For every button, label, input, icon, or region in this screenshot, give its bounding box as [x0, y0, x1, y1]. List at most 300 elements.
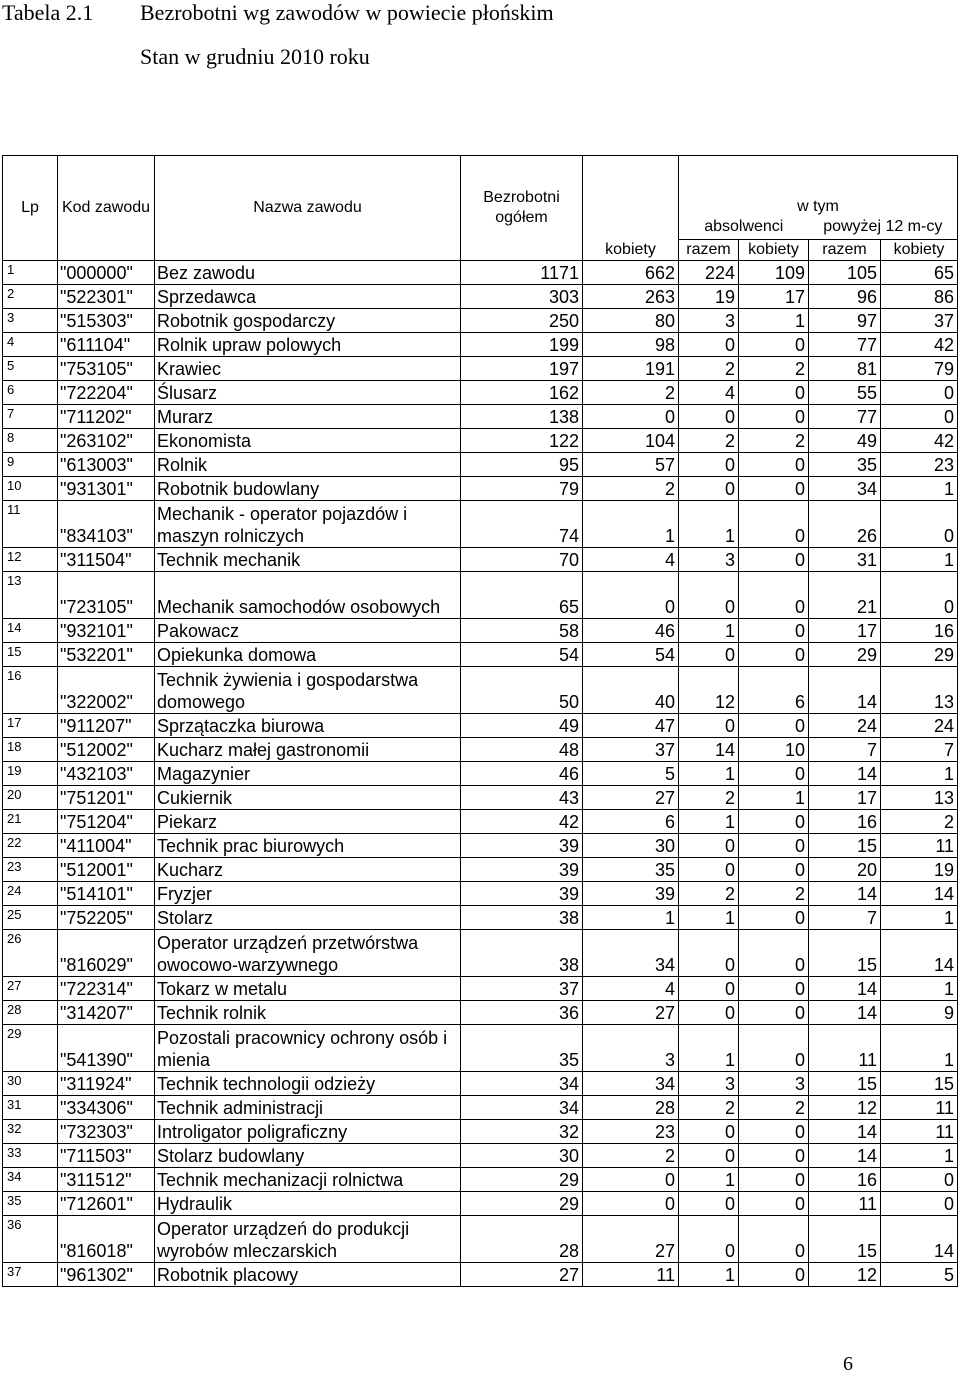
cell-lp: 17 [3, 714, 58, 738]
cell-lp: 12 [3, 548, 58, 572]
cell-abs-kobiety: 0 [739, 1263, 809, 1287]
table-row [3, 572, 958, 619]
table-row [3, 1025, 958, 1072]
cell-ogolem: 38 [461, 906, 583, 930]
header-kod: Kod zawodu [58, 156, 155, 261]
cell-nazwa: Technik rolnik [155, 1001, 461, 1025]
table-row [3, 453, 958, 477]
header-pow-razem: razem [809, 240, 881, 261]
cell-ogolem: 74 [461, 501, 583, 548]
cell-nazwa: Technik technologii odzieży [155, 1072, 461, 1096]
cell-abs-razem: 0 [679, 1001, 739, 1025]
table-row [3, 810, 958, 834]
header-row [3, 156, 958, 240]
cell-abs-razem: 0 [679, 1216, 739, 1263]
cell-ogolem: 46 [461, 762, 583, 786]
cell-kod: "613003" [58, 453, 155, 477]
cell-lp: 23 [3, 858, 58, 882]
cell-kobiety: 80 [583, 309, 679, 333]
cell-pow-kobiety: 0 [881, 1168, 958, 1192]
cell-pow-kobiety: 11 [881, 834, 958, 858]
cell-lp: 13 [3, 572, 58, 619]
cell-ogolem: 29 [461, 1168, 583, 1192]
cell-pow-kobiety: 29 [881, 643, 958, 667]
cell-nazwa: Pakowacz [155, 619, 461, 643]
cell-kobiety: 39 [583, 882, 679, 906]
cell-pow-kobiety: 14 [881, 930, 958, 977]
page-title: Bezrobotni wg zawodów w powiecie płońskim [140, 0, 554, 25]
cell-kod: "753105" [58, 357, 155, 381]
cell-nazwa: Rolnik upraw polowych [155, 333, 461, 357]
table-row [3, 930, 958, 977]
cell-pow-kobiety: 11 [881, 1096, 958, 1120]
header-abs-razem: razem [679, 240, 739, 261]
cell-pow-kobiety: 19 [881, 858, 958, 882]
cell-abs-kobiety: 1 [739, 309, 809, 333]
cell-lp: 4 [3, 333, 58, 357]
cell-kobiety: 34 [583, 930, 679, 977]
cell-kod: "263102" [58, 429, 155, 453]
cell-pow-razem: 49 [809, 429, 881, 453]
cell-pow-kobiety: 9 [881, 1001, 958, 1025]
cell-lp: 15 [3, 643, 58, 667]
cell-pow-kobiety: 1 [881, 477, 958, 501]
cell-pow-razem: 17 [809, 619, 881, 643]
cell-kod: "816029" [58, 930, 155, 977]
cell-pow-razem: 15 [809, 1072, 881, 1096]
cell-abs-razem: 4 [679, 381, 739, 405]
table-row [3, 1216, 958, 1263]
cell-kobiety: 5 [583, 762, 679, 786]
cell-abs-razem: 0 [679, 1144, 739, 1168]
header-absolwenci: absolwenci [704, 218, 784, 235]
cell-abs-razem: 2 [679, 1096, 739, 1120]
cell-pow-kobiety: 0 [881, 381, 958, 405]
cell-pow-razem: 20 [809, 858, 881, 882]
cell-pow-kobiety: 1 [881, 548, 958, 572]
cell-ogolem: 42 [461, 810, 583, 834]
cell-kobiety: 23 [583, 1120, 679, 1144]
cell-pow-razem: 77 [809, 333, 881, 357]
cell-abs-razem: 2 [679, 882, 739, 906]
cell-nazwa: Rolnik [155, 453, 461, 477]
cell-ogolem: 1171 [461, 261, 583, 285]
cell-lp: 10 [3, 477, 58, 501]
table-label-title [2, 0, 554, 26]
cell-kobiety: 37 [583, 738, 679, 762]
cell-pow-kobiety: 14 [881, 882, 958, 906]
cell-kod: "932101" [58, 619, 155, 643]
header-bezrobotni: Bezrobotni ogółem [461, 156, 583, 261]
cell-abs-kobiety: 109 [739, 261, 809, 285]
cell-abs-razem: 3 [679, 1072, 739, 1096]
cell-pow-kobiety: 13 [881, 667, 958, 714]
cell-kobiety: 40 [583, 667, 679, 714]
cell-pow-razem: 26 [809, 501, 881, 548]
cell-kod: "512002" [58, 738, 155, 762]
cell-kod: "000000" [58, 261, 155, 285]
header-kobiety: kobiety [583, 156, 679, 261]
table-row [3, 738, 958, 762]
cell-ogolem: 58 [461, 619, 583, 643]
cell-abs-razem: 1 [679, 762, 739, 786]
cell-lp: 1 [3, 261, 58, 285]
cell-kobiety: 2 [583, 381, 679, 405]
cell-abs-kobiety: 0 [739, 906, 809, 930]
cell-pow-kobiety: 0 [881, 405, 958, 429]
table-row [3, 977, 958, 1001]
cell-abs-kobiety: 0 [739, 333, 809, 357]
cell-pow-razem: 29 [809, 643, 881, 667]
table-row [3, 285, 958, 309]
cell-lp: 20 [3, 786, 58, 810]
cell-abs-kobiety: 0 [739, 381, 809, 405]
cell-ogolem: 197 [461, 357, 583, 381]
table-row [3, 643, 958, 667]
cell-pow-razem: 16 [809, 1168, 881, 1192]
cell-abs-kobiety: 2 [739, 882, 809, 906]
table-row [3, 1072, 958, 1096]
cell-pow-kobiety: 0 [881, 572, 958, 619]
cell-ogolem: 39 [461, 882, 583, 906]
cell-ogolem: 138 [461, 405, 583, 429]
cell-kod: "834103" [58, 501, 155, 548]
cell-abs-razem: 0 [679, 643, 739, 667]
cell-lp: 34 [3, 1168, 58, 1192]
cell-abs-razem: 0 [679, 977, 739, 1001]
cell-lp: 29 [3, 1025, 58, 1072]
table-row [3, 1192, 958, 1216]
table-row [3, 714, 958, 738]
cell-abs-razem: 0 [679, 405, 739, 429]
cell-lp: 37 [3, 1263, 58, 1287]
cell-nazwa: Robotnik gospodarczy [155, 309, 461, 333]
table-row [3, 333, 958, 357]
table-row [3, 762, 958, 786]
cell-abs-kobiety: 0 [739, 619, 809, 643]
cell-kobiety: 6 [583, 810, 679, 834]
cell-abs-razem: 0 [679, 572, 739, 619]
cell-ogolem: 27 [461, 1263, 583, 1287]
cell-kod: "751201" [58, 786, 155, 810]
cell-nazwa: Krawiec [155, 357, 461, 381]
cell-abs-kobiety: 0 [739, 477, 809, 501]
cell-abs-kobiety: 2 [739, 357, 809, 381]
cell-kobiety: 57 [583, 453, 679, 477]
table-row [3, 667, 958, 714]
cell-pow-razem: 14 [809, 762, 881, 786]
table-row [3, 477, 958, 501]
cell-abs-kobiety: 0 [739, 1120, 809, 1144]
cell-abs-razem: 0 [679, 930, 739, 977]
table-row [3, 834, 958, 858]
cell-abs-razem: 0 [679, 1120, 739, 1144]
cell-ogolem: 95 [461, 453, 583, 477]
cell-nazwa: Cukiernik [155, 786, 461, 810]
cell-abs-razem: 1 [679, 1168, 739, 1192]
table-row [3, 1144, 958, 1168]
cell-lp: 18 [3, 738, 58, 762]
cell-nazwa: Mechanik - operator pojazdów i maszyn rolniczych [155, 501, 461, 548]
cell-nazwa: Magazynier [155, 762, 461, 786]
cell-pow-kobiety: 16 [881, 619, 958, 643]
cell-kobiety: 47 [583, 714, 679, 738]
cell-nazwa: Ekonomista [155, 429, 461, 453]
cell-nazwa: Technik żywienia i gospodarstwa domowego [155, 667, 461, 714]
cell-kod: "314207" [58, 1001, 155, 1025]
cell-kobiety: 3 [583, 1025, 679, 1072]
cell-abs-kobiety: 0 [739, 1001, 809, 1025]
header-nazwa: Nazwa zawodu [155, 156, 461, 261]
cell-pow-razem: 81 [809, 357, 881, 381]
cell-kobiety: 662 [583, 261, 679, 285]
cell-lp: 7 [3, 405, 58, 429]
cell-kod: "541390" [58, 1025, 155, 1072]
cell-lp: 22 [3, 834, 58, 858]
cell-ogolem: 29 [461, 1192, 583, 1216]
cell-abs-kobiety: 0 [739, 453, 809, 477]
cell-nazwa: Mechanik samochodów osobowych [155, 572, 461, 619]
cell-lp: 35 [3, 1192, 58, 1216]
cell-ogolem: 49 [461, 714, 583, 738]
cell-abs-kobiety: 0 [739, 762, 809, 786]
cell-lp: 11 [3, 501, 58, 548]
cell-pow-razem: 12 [809, 1096, 881, 1120]
cell-nazwa: Pozostali pracownicy ochrony osób i mienia [155, 1025, 461, 1072]
cell-ogolem: 65 [461, 572, 583, 619]
cell-ogolem: 50 [461, 667, 583, 714]
table-row [3, 619, 958, 643]
table-row [3, 405, 958, 429]
cell-abs-razem: 3 [679, 309, 739, 333]
cell-pow-razem: 35 [809, 453, 881, 477]
cell-pow-razem: 77 [809, 405, 881, 429]
table-row [3, 1096, 958, 1120]
cell-abs-kobiety: 2 [739, 1096, 809, 1120]
cell-pow-razem: 7 [809, 738, 881, 762]
cell-kod: "311512" [58, 1168, 155, 1192]
cell-nazwa: Opiekunka domowa [155, 643, 461, 667]
cell-kod: "732303" [58, 1120, 155, 1144]
cell-lp: 3 [3, 309, 58, 333]
cell-kod: "722204" [58, 381, 155, 405]
cell-lp: 14 [3, 619, 58, 643]
cell-ogolem: 28 [461, 1216, 583, 1263]
table-row [3, 309, 958, 333]
cell-kod: "911207" [58, 714, 155, 738]
cell-kod: "931301" [58, 477, 155, 501]
header-lp: Lp [3, 156, 58, 261]
cell-lp: 33 [3, 1144, 58, 1168]
cell-kod: "514101" [58, 882, 155, 906]
cell-kod: "751204" [58, 810, 155, 834]
cell-pow-razem: 16 [809, 810, 881, 834]
cell-abs-kobiety: 0 [739, 858, 809, 882]
cell-nazwa: Sprzątaczka biurowa [155, 714, 461, 738]
cell-abs-razem: 0 [679, 834, 739, 858]
cell-ogolem: 35 [461, 1025, 583, 1072]
cell-ogolem: 30 [461, 1144, 583, 1168]
cell-pow-razem: 11 [809, 1025, 881, 1072]
cell-kod: "515303" [58, 309, 155, 333]
table-row [3, 906, 958, 930]
cell-nazwa: Tokarz w metalu [155, 977, 461, 1001]
cell-pow-razem: 21 [809, 572, 881, 619]
cell-kobiety: 34 [583, 1072, 679, 1096]
cell-ogolem: 70 [461, 548, 583, 572]
cell-kobiety: 30 [583, 834, 679, 858]
table-row [3, 1120, 958, 1144]
cell-pow-kobiety: 1 [881, 762, 958, 786]
cell-lp: 26 [3, 930, 58, 977]
table-label: Tabela 2.1 [2, 0, 94, 25]
cell-pow-kobiety: 65 [881, 261, 958, 285]
cell-abs-kobiety: 6 [739, 667, 809, 714]
cell-pow-kobiety: 23 [881, 453, 958, 477]
cell-kod: "532201" [58, 643, 155, 667]
cell-nazwa: Operator urządzeń do produkcji wyrobów mleczarskich [155, 1216, 461, 1263]
cell-kobiety: 35 [583, 858, 679, 882]
cell-abs-kobiety: 0 [739, 834, 809, 858]
cell-lp: 8 [3, 429, 58, 453]
cell-kod: "512001" [58, 858, 155, 882]
cell-kobiety: 27 [583, 1001, 679, 1025]
cell-ogolem: 38 [461, 930, 583, 977]
cell-nazwa: Sprzedawca [155, 285, 461, 309]
cell-abs-razem: 14 [679, 738, 739, 762]
cell-pow-kobiety: 5 [881, 1263, 958, 1287]
cell-abs-razem: 0 [679, 858, 739, 882]
header-pow-kobiety: kobiety [881, 240, 958, 261]
cell-pow-kobiety: 2 [881, 810, 958, 834]
cell-abs-kobiety: 0 [739, 930, 809, 977]
table-row [3, 1001, 958, 1025]
cell-kod: "711202" [58, 405, 155, 429]
cell-pow-kobiety: 13 [881, 786, 958, 810]
cell-pow-razem: 14 [809, 1120, 881, 1144]
cell-ogolem: 162 [461, 381, 583, 405]
cell-abs-razem: 1 [679, 1263, 739, 1287]
cell-ogolem: 122 [461, 429, 583, 453]
page-number: 6 [843, 1353, 853, 1375]
table-row [3, 1263, 958, 1287]
cell-pow-kobiety: 14 [881, 1216, 958, 1263]
cell-ogolem: 303 [461, 285, 583, 309]
cell-abs-kobiety: 0 [739, 810, 809, 834]
cell-kod: "752205" [58, 906, 155, 930]
cell-abs-kobiety: 0 [739, 1168, 809, 1192]
cell-ogolem: 34 [461, 1072, 583, 1096]
cell-lp: 9 [3, 453, 58, 477]
cell-lp: 25 [3, 906, 58, 930]
cell-nazwa: Stolarz [155, 906, 461, 930]
cell-kobiety: 104 [583, 429, 679, 453]
cell-ogolem: 39 [461, 858, 583, 882]
cell-abs-razem: 0 [679, 453, 739, 477]
cell-abs-razem: 0 [679, 1192, 739, 1216]
cell-pow-razem: 97 [809, 309, 881, 333]
cell-ogolem: 250 [461, 309, 583, 333]
cell-lp: 5 [3, 357, 58, 381]
cell-abs-razem: 2 [679, 429, 739, 453]
cell-abs-razem: 2 [679, 357, 739, 381]
cell-abs-kobiety: 2 [739, 429, 809, 453]
cell-abs-razem: 1 [679, 1025, 739, 1072]
cell-lp: 16 [3, 667, 58, 714]
cell-kobiety: 4 [583, 977, 679, 1001]
cell-nazwa: Technik mechanizacji rolnictwa [155, 1168, 461, 1192]
cell-kod: "522301" [58, 285, 155, 309]
cell-lp: 24 [3, 882, 58, 906]
cell-kobiety: 1 [583, 501, 679, 548]
cell-pow-kobiety: 1 [881, 1025, 958, 1072]
cell-kobiety: 98 [583, 333, 679, 357]
header-abs-kobiety: kobiety [739, 240, 809, 261]
cell-pow-kobiety: 86 [881, 285, 958, 309]
cell-kobiety: 2 [583, 477, 679, 501]
table-row [3, 548, 958, 572]
cell-nazwa: Robotnik placowy [155, 1263, 461, 1287]
cell-lp: 21 [3, 810, 58, 834]
cell-pow-kobiety: 24 [881, 714, 958, 738]
cell-nazwa: Fryzjer [155, 882, 461, 906]
cell-abs-razem: 1 [679, 810, 739, 834]
cell-lp: 27 [3, 977, 58, 1001]
table-row [3, 381, 958, 405]
cell-pow-razem: 24 [809, 714, 881, 738]
cell-nazwa: Technik prac biurowych [155, 834, 461, 858]
cell-abs-razem: 0 [679, 714, 739, 738]
cell-pow-razem: 15 [809, 1216, 881, 1263]
cell-abs-kobiety: 0 [739, 548, 809, 572]
cell-kobiety: 2 [583, 1144, 679, 1168]
cell-abs-kobiety: 0 [739, 977, 809, 1001]
cell-pow-kobiety: 11 [881, 1120, 958, 1144]
header-w-tym-group [679, 156, 958, 240]
cell-kod: "611104" [58, 333, 155, 357]
cell-ogolem: 39 [461, 834, 583, 858]
cell-nazwa: Technik administracji [155, 1096, 461, 1120]
cell-abs-razem: 2 [679, 786, 739, 810]
cell-pow-razem: 14 [809, 977, 881, 1001]
cell-pow-razem: 12 [809, 1263, 881, 1287]
cell-ogolem: 34 [461, 1096, 583, 1120]
cell-nazwa: Stolarz budowlany [155, 1144, 461, 1168]
cell-ogolem: 199 [461, 333, 583, 357]
table-row [3, 882, 958, 906]
cell-kod: "722314" [58, 977, 155, 1001]
cell-abs-razem: 1 [679, 906, 739, 930]
cell-nazwa: Introligator poligraficzny [155, 1120, 461, 1144]
cell-kobiety: 263 [583, 285, 679, 309]
cell-lp: 28 [3, 1001, 58, 1025]
cell-ogolem: 48 [461, 738, 583, 762]
header-w-tym: w tym [797, 198, 839, 215]
cell-kobiety: 4 [583, 548, 679, 572]
cell-lp: 2 [3, 285, 58, 309]
cell-abs-kobiety: 0 [739, 643, 809, 667]
page-subtitle: Stan w grudniu 2010 roku [140, 44, 370, 69]
cell-lp: 32 [3, 1120, 58, 1144]
cell-pow-kobiety: 42 [881, 333, 958, 357]
cell-pow-razem: 34 [809, 477, 881, 501]
cell-lp: 6 [3, 381, 58, 405]
cell-pow-razem: 31 [809, 548, 881, 572]
cell-abs-kobiety: 0 [739, 1025, 809, 1072]
cell-kobiety: 54 [583, 643, 679, 667]
cell-pow-kobiety: 42 [881, 429, 958, 453]
cell-kobiety: 27 [583, 786, 679, 810]
